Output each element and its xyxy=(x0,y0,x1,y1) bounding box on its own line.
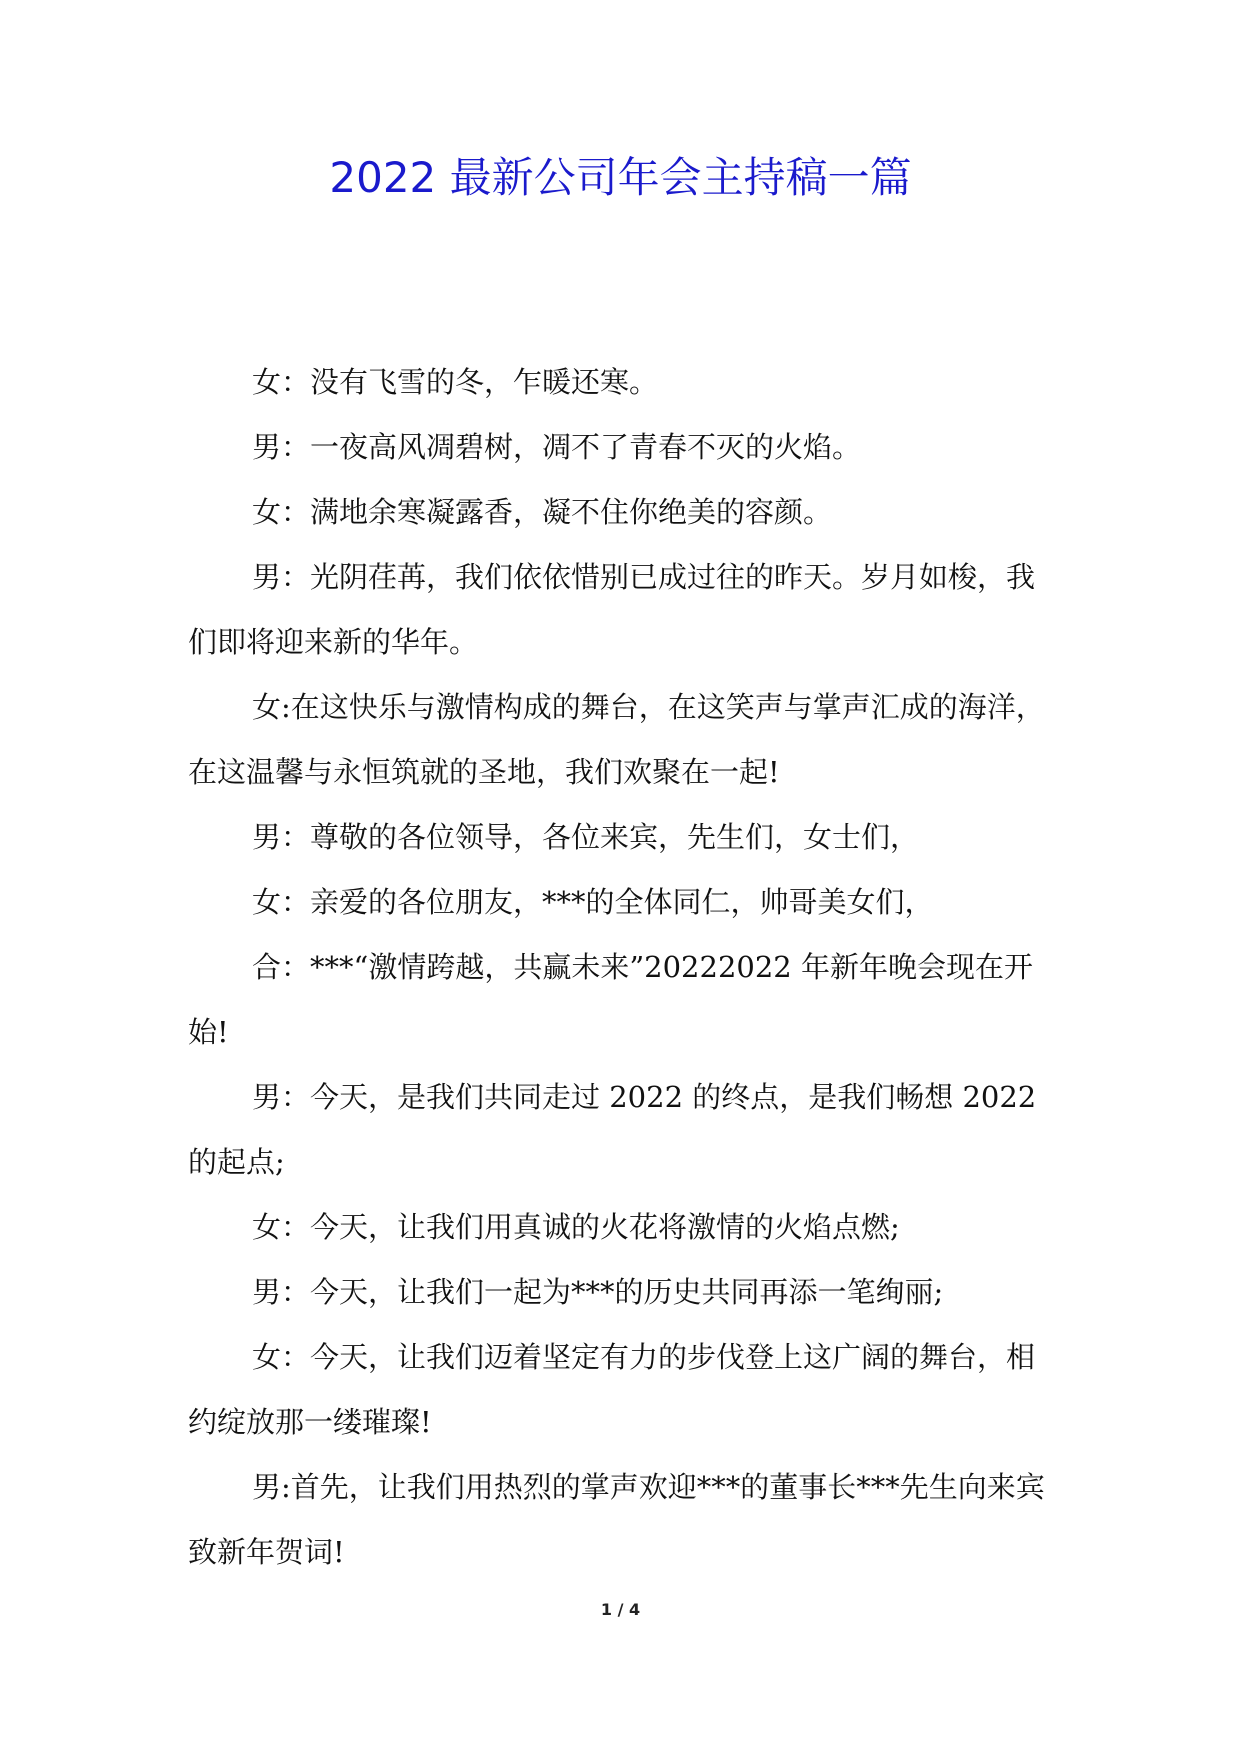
paragraph: 合：***“激情跨越，共赢未来”20222022 年新年晚会现在开始! xyxy=(188,950,1033,1049)
paragraph: 男：光阴荏苒，我们依依惜别已成过往的昨天。岁月如梭，我们即将迎来新的华年。 xyxy=(188,560,1036,659)
paragraph: 女：今天，让我们迈着坚定有力的步伐登上这广阔的舞台，相约绽放那一缕璀璨! xyxy=(188,1340,1036,1439)
paragraph: 女：没有飞雪的冬，乍暖还寒。 xyxy=(252,365,659,399)
paragraph: 女:在这快乐与激情构成的舞台，在这笑声与掌声汇成的海洋，在这温馨与永恒筑就的圣地，我们欢聚在一起! xyxy=(188,690,1045,789)
paragraph: 男：今天，是我们共同走过 2022 的终点，是我们畅想 2022 的起点; xyxy=(188,1080,1037,1179)
paragraph: 女：亲爱的各位朋友，***的全体同仁，帅哥美女们， xyxy=(252,885,934,919)
document-body xyxy=(188,350,1054,1585)
paragraph: 女：满地余寒凝露香，凝不住你绝美的容颜。 xyxy=(252,495,833,529)
page-number: 1 / 4 xyxy=(600,1600,641,1619)
paragraph: 男：一夜高风凋碧树，凋不了青春不灭的火焰。 xyxy=(252,430,862,464)
paragraph: 男：尊敬的各位领导，各位来宾，先生们，女士们， xyxy=(252,820,920,854)
paragraph: 男：今天，让我们一起为***的历史共同再添一笔绚丽; xyxy=(252,1275,944,1309)
paragraph: 男:首先，让我们用热烈的掌声欢迎***的董事长***先生向来宾致新年贺词! xyxy=(188,1470,1045,1569)
document-title: 2022 最新公司年会主持稿一篇 xyxy=(329,153,912,202)
paragraph: 女：今天，让我们用真诚的火花将激情的火焰点燃; xyxy=(252,1210,900,1244)
